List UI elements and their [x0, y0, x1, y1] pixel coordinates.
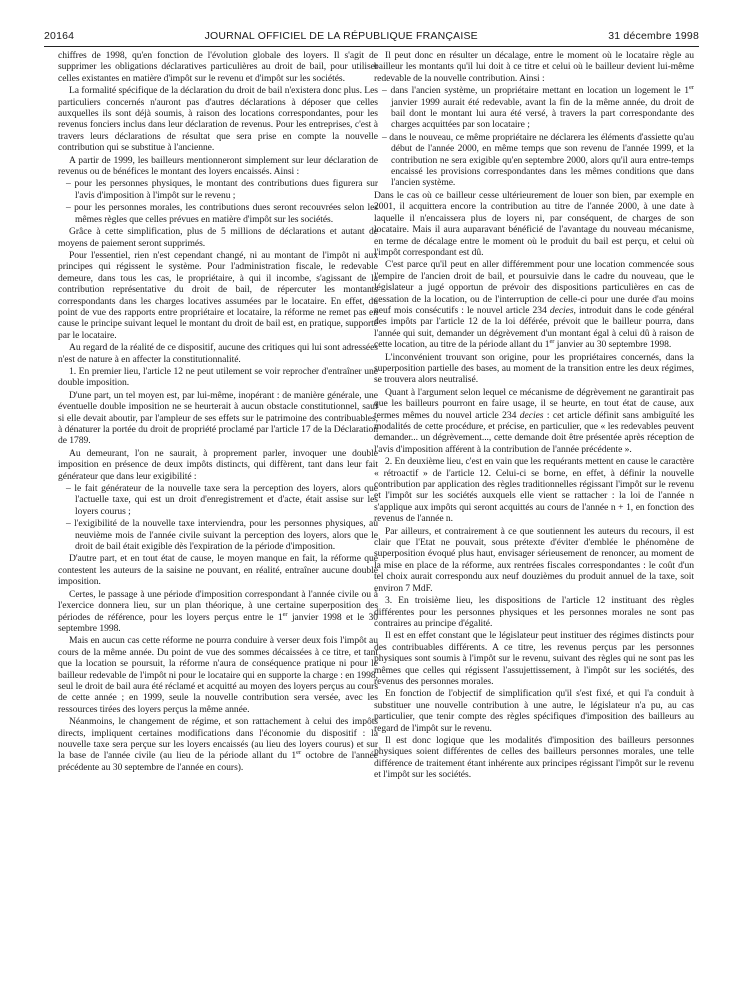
paragraph: 1. En premier lieu, l'article 12 ne peut utilement se voir reprocher d'entraîner une double imposition.: [58, 365, 378, 389]
text-run: Certes, le passage à une période d'imposition correspondant à l'année civile ou à l'exercice donnera lieu, sur un plan théorique, à une certaine superposition des périodes de référence, pour les loyers perçus entre le 1: [58, 588, 378, 623]
issue-date: 31 décembre 1998: [608, 30, 699, 42]
list-item: – dans le nouveau, ce même propriétaire ne déclarera les éléments d'assiette qu'au début de l'année 2000, en même temps que son revenu de l'année 1999, et la contribution ne sera exigible qu'en septembre 2000, alors qu'il aura entre-temps encaissé les provisions correspondantes dans les mêmes conditions que dans l'ancien système.: [382, 131, 694, 189]
paragraph: [58, 716, 378, 773]
list-item: – pour les personnes physiques, le montant des contributions dues figurera sur l'avis d'imposition à l'impôt sur le revenu ;: [66, 178, 378, 201]
header-rule: [44, 46, 699, 47]
journal-title: JOURNAL OFFICIEL DE LA RÉPUBLIQUE FRANÇAISE: [204, 30, 478, 42]
superscript: er: [296, 749, 302, 757]
text-run: Quant à l'argument selon lequel ce mécanisme de dégrèvement ne garantirait pas que les bailleurs pourront en faire usage, il se heurte, en tout état de cause, aux termes mêmes du nouvel article 234: [374, 386, 694, 421]
list-item: [374, 85, 694, 131]
superscript: er: [282, 610, 288, 618]
page-number: 20164: [44, 30, 75, 42]
list-item: – le fait générateur de la nouvelle taxe sera la perception des loyers, alors que l'actuelle taxe, qui est un droit d'enregistrement et d'acte, était assise sur les loyers courus ;: [66, 483, 378, 517]
italic-term: decies: [549, 304, 574, 316]
paragraph: La formalité spécifique de la déclaration du droit de bail n'existera donc plus. Les particuliers concernés n'auront pas d'autres déclarations à déposer que celles auxquelles ils sont déjà soumis, à raison des locations correspondantes, pour les revenus fonciers inclus dans leur déclaration de revenus. Pour les entreprises, c'est à travers leurs déclarations de résultat que sera prise en compte la nouvelle contribution qui se substitue à l'ancienne.: [58, 85, 378, 154]
text-run: – dans l'ancien système, un propriétaire mettant en location un logement le 1: [382, 85, 690, 97]
paragraph: D'autre part, et en tout état de cause, le moyen manque en fait, la réforme que contestent les auteurs de la saisine ne pouvant, en réalité, entraîner aucune double imposition.: [58, 553, 378, 588]
text-run: janvier au 30 septembre 1998.: [554, 339, 672, 351]
paragraph: Au demeurant, l'on ne saurait, à proprement parler, invoquer une double imposition en présence de deux impôts distincts, qui diffèrent, tant dans leur fait générateur que dans leur exigibilité :: [58, 447, 378, 482]
paragraph: [374, 387, 694, 455]
superscript: er: [549, 337, 555, 345]
paragraph: Par ailleurs, et contrairement à ce que soutiennent les auteurs du recours, il est clair que l'Etat ne pouvait, sous prétexte d'éviter d'emblée le phénomène de superposition évoqué plus haut, envisager sérieusement de renoncer, au moment de la mise en place de la réforme, aux rentrées fiscales correspondantes : le coût d'un tel choix aurait correspondu aux neuf douzièmes du produit annuel de la taxe, soit environ 7 MdF.: [374, 525, 694, 594]
text-run: C'est parce qu'il peut en aller différemment pour une location commencée sous l'empire de l'ancien droit de bail, et poursuivie dans le cadre du nouveau, que le législateur a jugé opportun de prévoir des dispositions particulières en cas de cessation de la location, ou de l'interruption de celle-ci pour une durée d'au moins neuf mois consécutifs : le nouvel article 234: [374, 259, 694, 316]
paragraph: En fonction de l'objectif de simplification qu'il s'est fixé, et qui l'a conduit à substituer une nouvelle contribution à une autre, le législateur n'a pu, au cas particulier, que tenir compte des règles spécifiques d'imposition des bailleurs au regard de l'impôt sur le revenu.: [374, 688, 694, 734]
text-run: : cet article définit sans ambiguïté les modalités de cette procédure, et précise, en particulier, que « les redevables peuvent demander... un dégrèvement..., cette demande doit être présentée après réception de l'avis d'imposition afférent à la contribution de l'année précédente ».: [374, 409, 695, 455]
paragraph: Il peut donc en résulter un décalage, entre le moment où le locataire règle au bailleur les montants qu'il lui doit à ce titre et celui où le bailleur devient lui-même redevable de la nouvelle contribution. Ainsi :: [374, 50, 694, 84]
text-run: octobre de l'année précédente au 30 septembre de l'année en cours).: [58, 750, 378, 773]
paragraph: 2. En deuxième lieu, c'est en vain que les requérants mettent en cause le caractère « rétroactif » de l'article 12. Celui-ci se borne, en effet, à définir la nouvelle contribution par application des règles traditionnelles régissant l'impôt sur le revenu et l'impôt sur les sociétés auxquels elle vient se rattacher : la loi de l'année n s'applique aux impôts qui seront acquittés au cours de l'année n + 1, en fonction des revenus de l'année n.: [374, 456, 694, 525]
right-column: [374, 50, 694, 782]
paragraph: Il est en effet constant que le législateur peut instituer des régimes distincts pour des contribuables différents. A ce titre, les revenus perçus par les personnes physiques sont soumis à l'impôt sur le revenu, suivant des règles qui ne sont pas les mêmes que celles qui régissent l'assujettissement, à l'impôt sur les sociétés, des revenus des personnes morales.: [374, 630, 694, 687]
paragraph: D'une part, un tel moyen est, par lui-même, inopérant : de manière générale, une éventuelle double imposition ne se heurterait à aucun obstacle constitutionnel, sauf si elle devait aboutir, par l'ampleur de ses effets sur le patrimoine des contribuables, à dénaturer la portée du droit de propriété proclamé par l'article 17 de la Déclaration de 1789.: [58, 389, 378, 447]
paragraph: Il est donc logique que les modalités d'imposition des bailleurs personnes physiques soient différentes de celles des bailleurs personnes morales, une telle différence de traitement étant inhérente aux principes régissant l'impôt sur le revenu et l'impôt sur les sociétés.: [374, 734, 694, 781]
paragraph: Au regard de la réalité de ce dispositif, aucune des critiques qui lui sont adressées n'est de nature à en affecter la constitutionnalité.: [58, 342, 378, 365]
superscript: er: [689, 84, 694, 92]
text-run: janvier 1998 et le 30 septembre 1998.: [58, 611, 378, 634]
paragraph: 3. En troisième lieu, les dispositions de l'article 12 instituant des règles différentes pour les personnes physiques et les personnes morales ne sont pas contraires au principe d'égalité.: [374, 595, 694, 629]
paragraph: Pour l'essentiel, rien n'est cependant changé, ni au montant de l'impôt ni aux principes qui régissent le système. Pour l'administration fiscale, le redevable demeure, dans tous les cas, le propriétaire, à qui il incombe, s'agissant de la contribution représentative du droit de bail, de répercuter les montants correspondants dans les charges locatives assumées par le locataire. En effet, du point de vue des rapports entre propriétaire et locataire, la réforme ne remet pas en cause le principe suivant lequel le montant du droit de bail est, en pratique, supporté par le locataire.: [58, 249, 378, 341]
paragraph: Mais en aucun cas cette réforme ne pourra conduire à verser deux fois l'impôt au cours de la même année. Du point de vue des sommes décaissées à ce titre, et tant que la location se poursuit, la réforme n'aura de conséquence pratique ni pour le bailleur redevable de l'impôt ni pour le locataire qui en supporte la charge : en 1998, seul le droit de bail aura été réclamé et acquitté au moyen des loyers perçus au cours de cette année ; en 1999, seule la nouvelle contribution sera versée, avec les ressources tirées des loyers perçus la même année.: [58, 635, 378, 715]
paragraph: A partir de 1999, les bailleurs mentionneront simplement sur leur déclaration de revenus ou de bénéfices le montant des loyers encaissés. Ainsi :: [58, 154, 378, 178]
text-run: Néanmoins, le changement de régime, et son rattachement à celui des impôts directs, impliquent certaines modifications dans l'économie du dispositif : la nouvelle taxe sera perçue sur les loyers encaissés (au lieu des loyers courus) et sur la base de l'année civile (au lieu de la période allant du 1: [58, 716, 378, 762]
paragraph: L'inconvénient trouvant son origine, pour les propriétaires concernés, dans la superposition partielle des bases, au moment de la transition entre les deux régimes, se trouvera alors neutralisé.: [374, 351, 694, 386]
list-item: – pour les personnes morales, les contributions dues seront recouvrées selon les mêmes règles que celles prévues en matière d'impôt sur les sociétés.: [66, 202, 378, 225]
paragraph: Dans le cas où ce bailleur cesse ultérieurement de louer son bien, par exemple en 2001, il acquittera encore la contribution au titre de l'année 2000, à une date à laquelle il n'encaissera plus de loyers ni, par conséquent, de charges de son locataire. Mais il aura auparavant bénéficié de l'avantage du nouveau mécanisme, en terme de décalage entre le moment où le produit du bail est perçu, et celui où l'impôt correspondant est dû.: [374, 189, 694, 258]
text-run: janvier 1999 aurait été redevable, avant la fin de la même année, du droit de bail dont le montant lui aura été versé, à travers la part correspondante des charges acquittées par son locataire ;: [391, 96, 694, 131]
page-header: [44, 28, 699, 44]
italic-term: decies: [519, 409, 544, 421]
left-column: [58, 50, 378, 774]
text-run: , introduit dans le code général des impôts par l'article 12 de la loi déférée, prévoit que le bailleur pourra, dans l'année qui suit, demander un dégrèvement d'un montant égal à celui dû à raison de cette location, au titre de la période allant du 1: [374, 304, 694, 351]
paragraph: [374, 259, 694, 350]
paragraph: Grâce à cette simplification, plus de 5 millions de déclarations et autant de moyens de paiement seront supprimés.: [58, 226, 378, 249]
paragraph: chiffres de 1998, qu'en fonction de l'évolution globale des loyers. Il s'agit de supprimer les obligations déclaratives particulières au droit de bail, pour utiliser celles existantes en matière d'impôt sur le revenu et d'impôt sur les sociétés.: [58, 50, 378, 84]
paragraph: [58, 589, 378, 635]
list-item: – l'exigibilité de la nouvelle taxe interviendra, pour les personnes physiques, au neuvième mois de l'année civile suivant la perception des loyers, alors que le droit de bail était exigible dès l'expiration de la période d'imposition.: [66, 518, 378, 553]
